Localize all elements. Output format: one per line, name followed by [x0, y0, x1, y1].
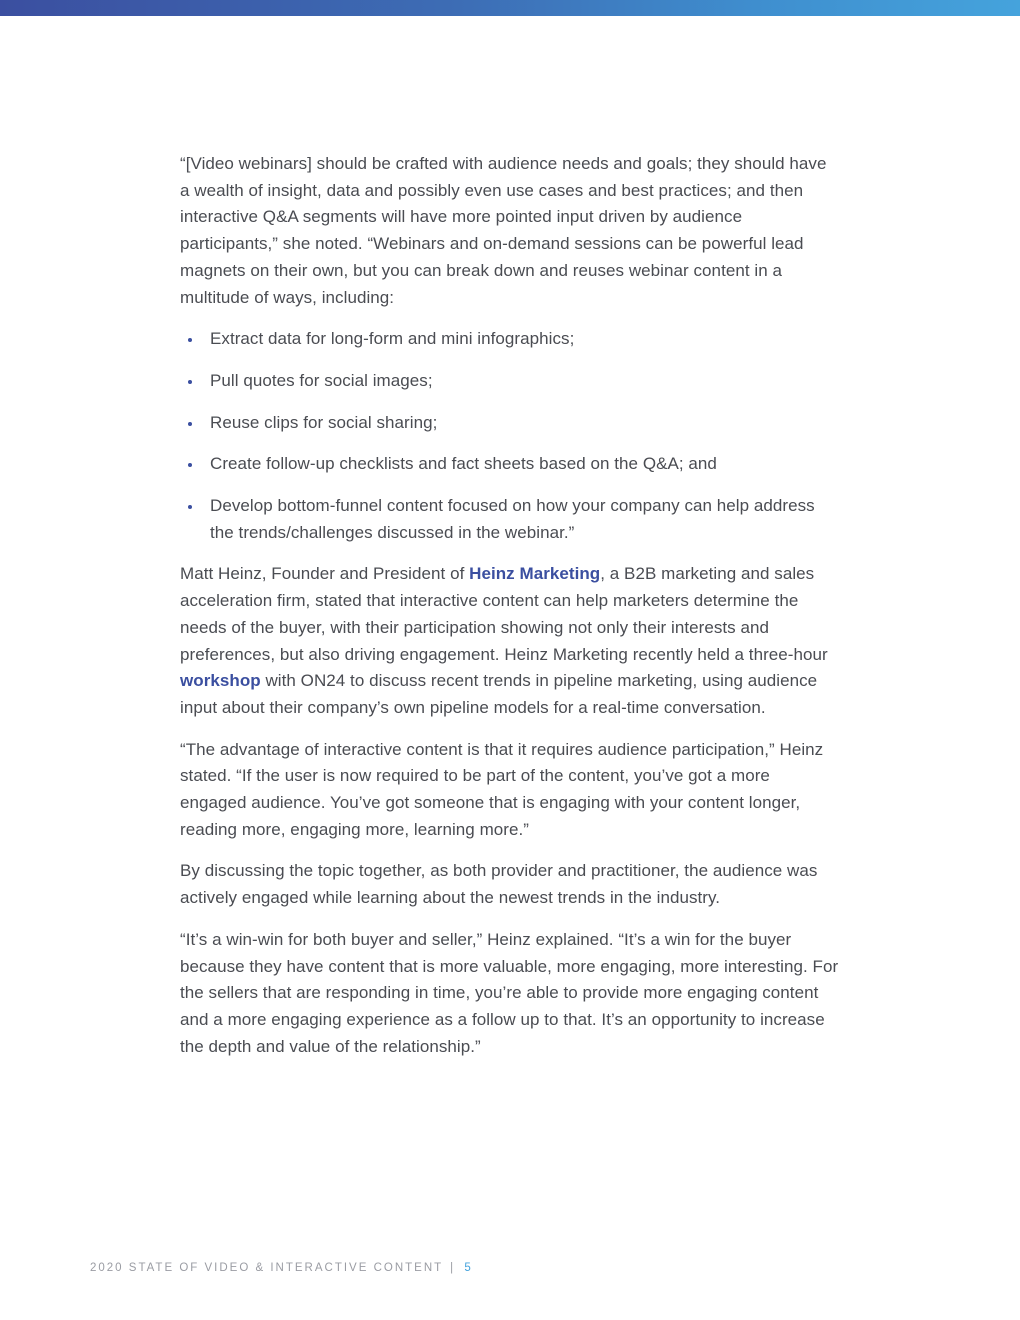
- list-item: [180, 410, 840, 437]
- advantage-quote-paragraph: “The advantage of interactive content is that it requires audience participation,” Heinz stated. “If the user is now required to be part of the content, you’ve got a more engaged audience. You’ve got someone that is engaging with your content longer, reading more, engaging more, learning more.”: [180, 739, 824, 839]
- list-item-text: Extract data for long-form and mini infographics;: [210, 329, 575, 349]
- win-win-quote-paragraph: “It’s a win-win for both buyer and seller,” Heinz explained. “It’s a win for the buyer because they have content that is more valuable, more engaging, more interesting. For the sellers that are responding in time, you’re able to provide more engaging content and a more engaging experience as a follow up to that. It’s an opportunity to increase the depth and value of the relationship.”: [180, 929, 839, 1056]
- bullet-icon: [188, 463, 192, 467]
- list-item-text: Pull quotes for social images;: [210, 370, 433, 390]
- intro-paragraph: “[Video webinars] should be crafted with audience needs and goals; they should have a wealth of insight, data and possibly even use cases and best practices; and then interactive Q&A segments will have more pointed input driven by audience participants,” she noted. “Webinars and on-demand sessions can be powerful lead magnets on their own, but you can break down and reuses webinar content in a multitude of ways, including:: [180, 154, 827, 307]
- footer-title: 2020 STATE OF VIDEO & INTERACTIVE CONTENT: [90, 1262, 443, 1274]
- heinz-paragraph: [180, 561, 840, 721]
- page-number: 5: [464, 1262, 473, 1274]
- list-item: [180, 368, 840, 395]
- list-item-text: Develop bottom-funnel content focused on how your company can help address the trends/challenges discussed in the webinar.”: [210, 496, 815, 542]
- list-item-text: Reuse clips for social sharing;: [210, 412, 438, 432]
- heinz-text-2: , a B2B marketing and sales acceleration firm, stated that interactive content can help marketers determine the needs of the buyer, with their participation showing not only their interests and preferences, but also driving engagement. Heinz Marketing recently held a three-hour: [180, 564, 828, 664]
- bullet-icon: [188, 380, 192, 384]
- bullet-icon: [188, 505, 192, 509]
- workshop-link[interactable]: workshop: [180, 671, 261, 691]
- list-item-text: Create follow-up checklists and fact sheets based on the Q&A; and: [210, 454, 717, 474]
- discussion-paragraph: By discussing the topic together, as both provider and practitioner, the audience was actively engaged while learning about the newest trends in the industry.: [180, 861, 818, 908]
- reuse-ideas-list: [180, 326, 840, 546]
- heinz-text-1: Matt Heinz, Founder and President of: [180, 564, 470, 584]
- footer-separator: |: [450, 1262, 456, 1274]
- bullet-icon: [188, 422, 192, 426]
- list-item: [180, 326, 840, 353]
- heinz-marketing-link[interactable]: Heinz Marketing: [469, 564, 601, 584]
- article-body: [180, 151, 840, 1075]
- heinz-text-3: with ON24 to discuss recent trends in pipeline marketing, using audience input about their company’s own pipeline models for a real-time conversation.: [180, 671, 818, 717]
- bullet-icon: [188, 338, 192, 342]
- header-gradient-bar: [0, 0, 1020, 16]
- list-item: [180, 493, 840, 546]
- list-item: [180, 451, 840, 478]
- page-footer: [90, 1262, 473, 1274]
